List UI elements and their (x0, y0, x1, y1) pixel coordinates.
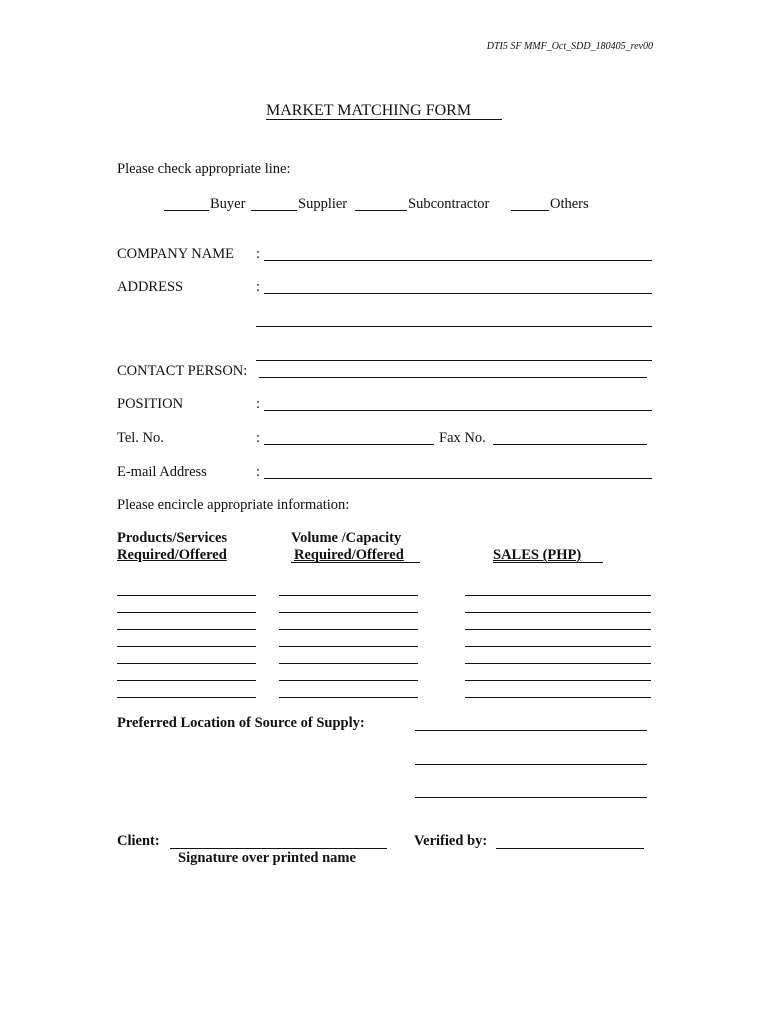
document-reference: DTI5 SF MMF_Oct_SDD_180405_rev00 (486, 41, 653, 52)
position-colon: : (256, 396, 261, 412)
sales-row-line[interactable] (465, 646, 651, 647)
preferred-location-field-3[interactable] (415, 797, 647, 798)
email-field[interactable] (264, 478, 652, 479)
verified-by-label: Verified by: (414, 833, 488, 849)
tel-no-colon: : (256, 430, 261, 446)
products-row-line[interactable] (117, 680, 256, 681)
sales-row-line[interactable] (465, 697, 651, 698)
others-check-line[interactable] (511, 210, 549, 211)
signature-caption: Signature over printed name (178, 850, 356, 866)
volume-row-line[interactable] (279, 629, 418, 630)
sales-row-line[interactable] (465, 595, 651, 596)
products-row-line[interactable] (117, 629, 256, 630)
check-instruction: Please check appropriate line: (117, 161, 291, 177)
client-label: Client: (117, 833, 160, 849)
supplier-label: Supplier (298, 196, 348, 212)
contact-person-label: CONTACT PERSON: (117, 363, 248, 379)
sales-row-line[interactable] (465, 663, 651, 664)
buyer-label: Buyer (210, 196, 246, 212)
subcontractor-check-line[interactable] (355, 210, 407, 211)
position-field[interactable] (264, 410, 652, 411)
others-label: Others (550, 196, 589, 212)
subcontractor-label: Subcontractor (408, 196, 490, 212)
volume-row-line[interactable] (279, 646, 418, 647)
page-title: MARKET MATCHING FORM (266, 102, 472, 119)
preferred-location-field-2[interactable] (415, 764, 647, 765)
position-label: POSITION (117, 396, 184, 412)
fax-no-label: Fax No. (439, 430, 486, 446)
fax-no-field[interactable] (493, 444, 647, 445)
required-offered-header-1: Required/Offered (117, 547, 227, 563)
company-name-colon: : (256, 246, 261, 262)
address-field-line-2[interactable] (256, 326, 652, 327)
products-row-line[interactable] (117, 612, 256, 613)
address-field-line-3[interactable] (256, 360, 652, 361)
volume-capacity-header: Volume /Capacity (291, 530, 402, 546)
address-label: ADDRESS (117, 279, 184, 295)
products-row-line[interactable] (117, 646, 256, 647)
verified-by-field[interactable] (496, 848, 644, 849)
buyer-check-line[interactable] (164, 210, 209, 211)
products-row-line[interactable] (117, 697, 256, 698)
tel-no-label: Tel. No. (117, 430, 164, 446)
sales-row-line[interactable] (465, 629, 651, 630)
col3-header-underline (493, 562, 603, 563)
encircle-instruction: Please encircle appropriate information: (117, 497, 350, 513)
sales-php-header: SALES (PHP) (493, 547, 582, 563)
products-row-line[interactable] (117, 595, 256, 596)
company-name-label: COMPANY NAME (117, 246, 234, 262)
col2-header-underline (291, 562, 420, 563)
address-field-line-1[interactable] (264, 293, 652, 294)
volume-row-line[interactable] (279, 595, 418, 596)
required-offered-header-2: Required/Offered (294, 547, 404, 563)
preferred-location-label: Preferred Location of Source of Supply: (117, 715, 365, 731)
title-underline (266, 119, 502, 120)
tel-no-field[interactable] (264, 444, 434, 445)
sales-row-line[interactable] (465, 680, 651, 681)
volume-row-line[interactable] (279, 680, 418, 681)
address-colon: : (256, 279, 261, 295)
volume-row-line[interactable] (279, 697, 418, 698)
volume-row-line[interactable] (279, 612, 418, 613)
sales-row-line[interactable] (465, 612, 651, 613)
company-name-field[interactable] (264, 260, 652, 261)
preferred-location-field-1[interactable] (415, 730, 647, 731)
supplier-check-line[interactable] (251, 210, 297, 211)
products-row-line[interactable] (117, 663, 256, 664)
email-label: E-mail Address (117, 464, 207, 480)
products-services-header: Products/Services (117, 530, 228, 546)
contact-person-field[interactable] (259, 377, 647, 378)
email-colon: : (256, 464, 261, 480)
volume-row-line[interactable] (279, 663, 418, 664)
